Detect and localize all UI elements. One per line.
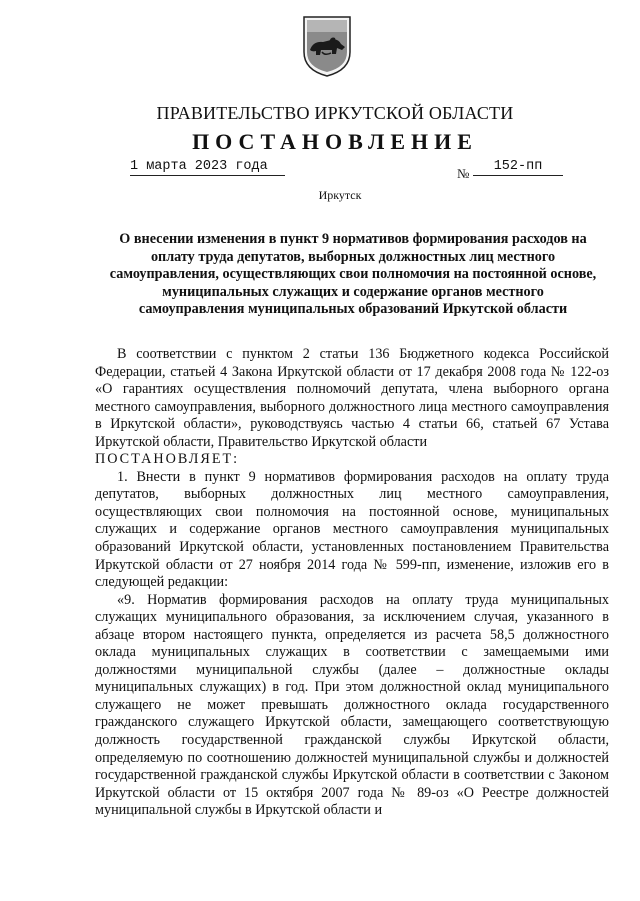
decree-number: 152-пп (473, 159, 563, 176)
preamble-paragraph: В соответствии с пунктом 2 статьи 136 Бюджетного кодекса Российской Федерации, статьей 4 Закона Иркутской области от 17 декабря 2008 года № 122-оз «О гарантиях осуществления полномочий депутата, члена выборного органа местного самоуправления, выборного должностного лица местного самоуправления в Иркутской области», руководствуясь частью 4 статьи 66, статьей 67 Устава Иркутской области, Правительство Иркутской области (95, 346, 609, 450)
number-sign: № (457, 166, 470, 181)
decree-body (95, 346, 609, 820)
city-name: Иркутск (318, 188, 362, 202)
clause-9-paragraph: «9. Норматив формирования расходов на оплату труда муниципальных служащих муниципального образования, за исключением случая, указанного в абзаце втором настоящего пункта, определяется из расчета 58,5 должностного оклада муниципальных служащих в соответствии с замещаемыми ими должностями муниципальной службы (далее – должностные оклады муниципальных служащих) в год. При этом должностной оклад муниципального служащего не может превышать должностного оклада государственного гражданского служащего Иркутской области, замещающего соответствующую должность государственной гражданской службы Иркутской области, определяемую по соотношению должностей муниципальной службы и должностей государственной гражданской службы Иркутской области в соответствии с Законом Иркутской области от 15 октября 2007 года № 89-оз «О Реестре должностей муниципальной службы в Иркутской области и (95, 591, 609, 819)
clause-1-paragraph: 1. Внести в пункт 9 нормативов формирования расходов на оплату труда депутатов, выборных должностных лиц местного самоуправления, осуществляющих свои полномочия на постоянной основе, муниципальных служащих и содержание органов местного самоуправления муниципальных образований Иркутской области, установленных постановлением Правительства Иркутской области от 27 ноября 2014 года № 599-пп, изменение, изложив его в следующей редакции: (95, 468, 609, 591)
decree-title: О внесении изменения в пункт 9 нормативов формирования расходов на оплату труда депутатов, выборных должностных лиц местного самоуправления, осуществляющих свои полномочия на постоянной основе, муниципальных служащих и содержание органов местного самоуправления муниципальных образований Иркутской области (109, 231, 597, 318)
coat-of-arms-icon (301, 14, 353, 78)
resolves-heading: ПОСТАНОВЛЯЕТ: (95, 451, 240, 468)
document-type: ПОСТАНОВЛЕНИЕ (192, 129, 478, 154)
government-name: ПРАВИТЕЛЬСТВО ИРКУТСКОЙ ОБЛАСТИ (156, 103, 514, 123)
decree-date: 1 марта 2023 года (130, 159, 285, 176)
